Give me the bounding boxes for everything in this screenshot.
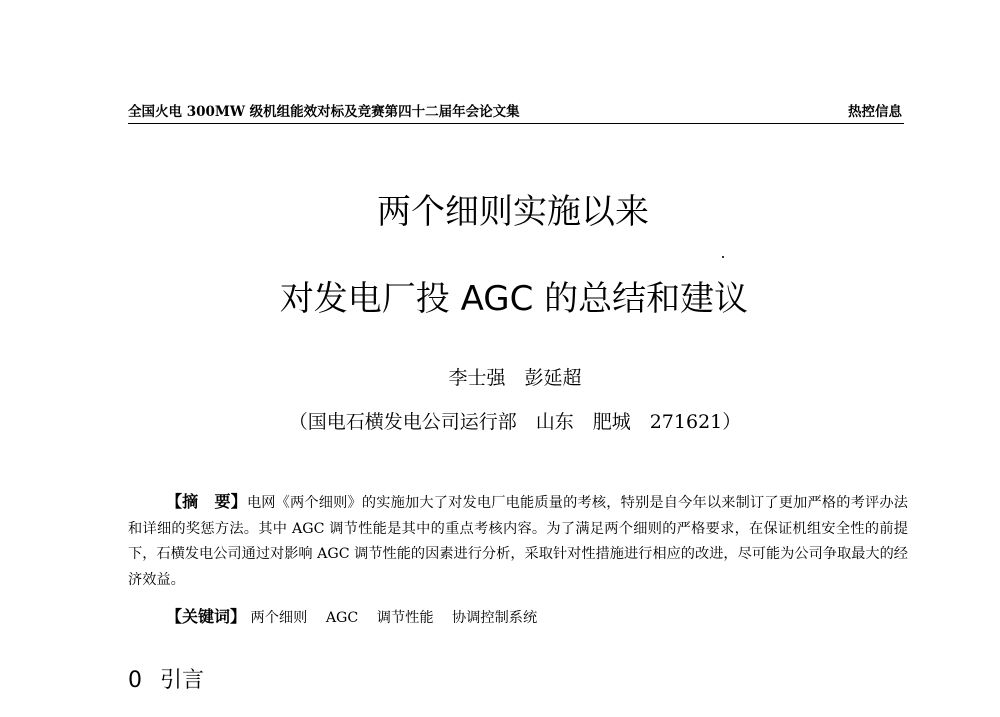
abstract-paragraph [128, 489, 908, 593]
header-section-name: 热控信息 [848, 104, 902, 120]
keyword-item: 两个细则 [250, 610, 308, 626]
section-heading-introduction [128, 667, 204, 695]
keyword-item: 协调控制系统 [452, 610, 538, 626]
paper-affiliation: （国电石横发电公司运行部 山东 肥城 271621） [288, 411, 742, 433]
scan-speck [722, 256, 724, 258]
paper-title-line-2: 对发电厂投 AGC 的总结和建议 [279, 279, 749, 319]
keywords-label: 【关键词】 [166, 607, 247, 626]
keywords-line [166, 604, 551, 631]
abstract-label: 【摘 要】 [166, 492, 247, 511]
keyword-item: 调节性能 [376, 610, 434, 626]
running-header [128, 103, 904, 124]
paper-title-line-1: 两个细则实施以来 [377, 192, 649, 232]
abstract-text: 电网《两个细则》的实施加大了对发电厂电能质量的考核，特别是自今年以来制订了更加严格的考评办法和详细的奖惩方法。其中 AGC 调节性能是其中的重点考核内容。为了满足两个细则的严格要求，在保证机组安全性的前提下，石横发电公司通过对影响 AGC 调节性能的因素进行分析，采取针对性措施进行相应的改进，尽可能为公司争取最大的经济效益。 [128, 495, 908, 588]
section-number: 0 [128, 668, 142, 693]
header-proceedings-title: 全国火电 300MW 级机组能效对标及竞赛第四十二届年会论文集 [128, 104, 520, 120]
section-title: 引言 [160, 668, 205, 693]
paper-authors: 李士强 彭延超 [448, 367, 582, 389]
keyword-item: AGC [325, 610, 359, 626]
